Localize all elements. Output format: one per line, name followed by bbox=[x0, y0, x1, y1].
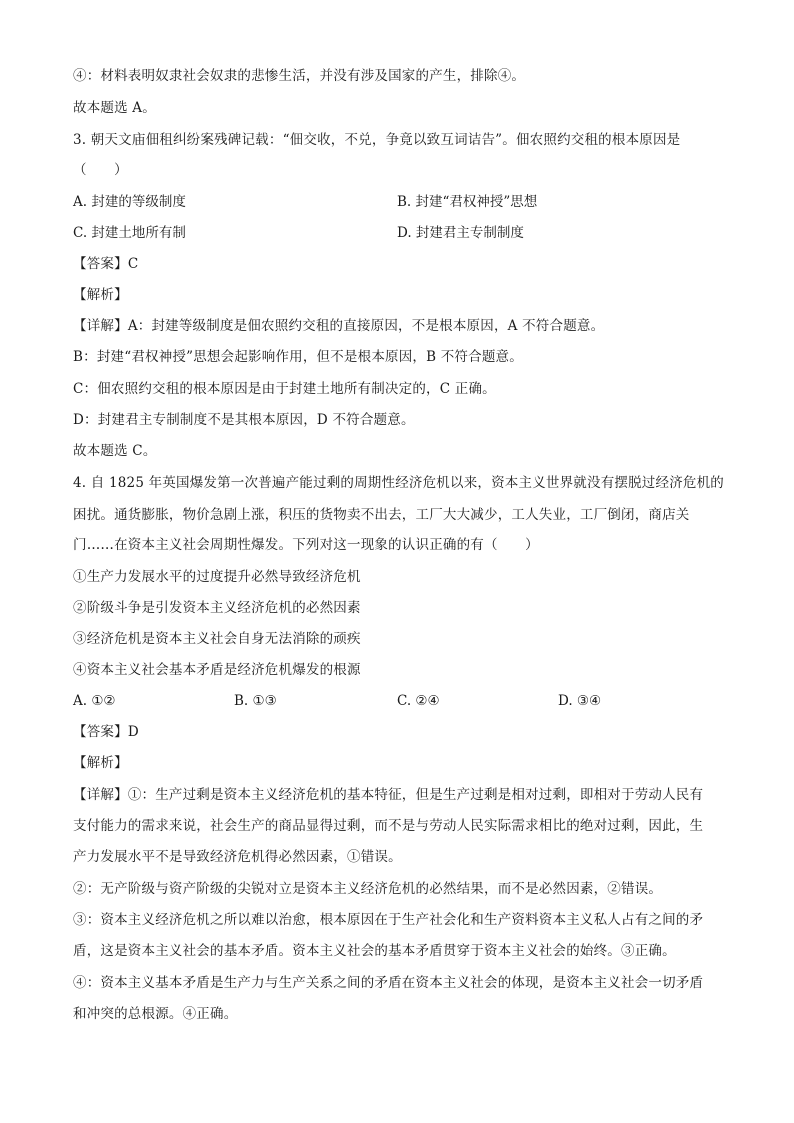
q2-item4-text: ④：材料表明奴隶社会奴隶的悲惨生活，并没有涉及国家的产生，排除④。 bbox=[73, 68, 526, 84]
q4-statement-1: ①生产力发展水平的过度提升必然导致经济危机 bbox=[73, 569, 361, 585]
q4-stem-line3: 门……在资本主义社会周期性爆发。下列对这一现象的认识正确的有（ ） bbox=[73, 537, 539, 553]
q4-detail-1-line3: 产力发展水平不是导致经济危机得必然因素，①错误。 bbox=[73, 849, 402, 865]
q4-stem-line2: 困扰。通货膨胀，物价急剧上涨，积压的货物卖不出去，工厂大大减少，工人失业，工厂倒闭，商店关 bbox=[73, 507, 690, 523]
detail-tag: 【详解】 bbox=[73, 787, 128, 803]
q4-option-b: B. ①③ bbox=[234, 693, 277, 709]
q4-detail-1-line2: 支付能力的需求来说，社会生产的商品显得过剩，而不是与劳动人民实际需求相比的绝对过剩，因此，生 bbox=[73, 818, 704, 834]
answer-tag: 【答案】 bbox=[73, 724, 128, 740]
q4-statement-2: ②阶级斗争是引发资本主义经济危机的必然因素 bbox=[73, 600, 361, 616]
q3-detail-c: C：佃农照约交租的根本原因是由于封建土地所有制决定的，C 正确。 bbox=[73, 381, 496, 397]
q4-option-d: D. ③④ bbox=[558, 693, 602, 709]
q4-detail-3-line1: ③：资本主义经济危机之所以难以治愈，根本原因在于生产社会化和生产资料资本主义私人占有之间的矛 bbox=[73, 912, 704, 928]
q3-conclusion: 故本题选 C。 bbox=[73, 443, 157, 459]
q4-analysis-tag: 【解析】 bbox=[73, 755, 128, 771]
q2-conclusion: 故本题选 A。 bbox=[73, 100, 156, 116]
q3-stem-line2: （ ） bbox=[73, 162, 128, 178]
q4-detail-4-line1: ④：资本主义基本矛盾是生产力与生产关系之间的矛盾在资本主义社会的体现，是资本主义社会一切矛盾 bbox=[73, 975, 704, 991]
answer-tag: 【答案】 bbox=[73, 256, 128, 272]
q3-detail-d: D：封建君主专制制度不是其根本原因，D 不符合题意。 bbox=[73, 412, 415, 428]
q4-detail-4-line2: 和冲突的总根源。④正确。 bbox=[73, 1006, 238, 1022]
q4-detail-1-line1: ①：生产过剩是资本主义经济危机的基本特征，但是生产过剩是相对过剩，即相对于劳动人民有 bbox=[127, 787, 704, 803]
q4-answer-row bbox=[73, 722, 733, 742]
q4-detail-2: ②：无产阶级与资产阶级的尖锐对立是资本主义经济危机的必然结果，而不是必然因素，②错误。 bbox=[73, 881, 663, 897]
q4-option-c: C. ②④ bbox=[397, 693, 440, 709]
q4-stem-line1: 4. 自 1825 年英国爆发第一次普遍产能过剩的周期性经济危机以来，资本主义世界就没有摆脱过经济危机的 bbox=[73, 475, 725, 491]
q4-statement-3: ③经济危机是资本主义社会自身无法消除的顽疾 bbox=[73, 631, 361, 647]
q3-answer-value: C bbox=[127, 256, 139, 272]
q4-option-a: A. ①② bbox=[73, 693, 116, 709]
q3-option-a: A. 封建的等级制度 bbox=[73, 194, 186, 210]
q3-detail-a: A：封建等级制度是佃农照约交租的直接原因，不是根本原因，A 不符合题意。 bbox=[127, 318, 605, 334]
q4-answer-value: D bbox=[127, 724, 139, 740]
detail-tag: 【详解】 bbox=[73, 318, 128, 334]
q3-stem-line1: 3. 朝天文庙佃租纠纷案残碑记载：“佃交收，不兑，争竟以致互词诘告”。佃农照约交租的根本原因是 bbox=[73, 132, 681, 148]
q4-statement-4: ④资本主义社会基本矛盾是经济危机爆发的根源 bbox=[73, 662, 361, 678]
q3-option-d: D. 封建君主专制制度 bbox=[397, 225, 524, 241]
q3-option-c: C. 封建土地所有制 bbox=[73, 225, 186, 241]
q4-detail-3-line2: 盾，这是资本主义社会的基本矛盾。资本主义社会的基本矛盾贯穿于资本主义社会的始终。③正确。 bbox=[73, 943, 676, 959]
q3-detail-a-row bbox=[73, 316, 733, 336]
q3-analysis-tag: 【解析】 bbox=[73, 287, 128, 303]
q4-detail-1-row bbox=[73, 785, 733, 805]
q3-answer-row bbox=[73, 254, 733, 274]
q3-detail-b: B：封建“君权神授”思想会起影响作用，但不是根本原因，B 不符合题意。 bbox=[73, 349, 523, 365]
q3-option-b: B. 封建“君权神授”思想 bbox=[397, 194, 538, 210]
